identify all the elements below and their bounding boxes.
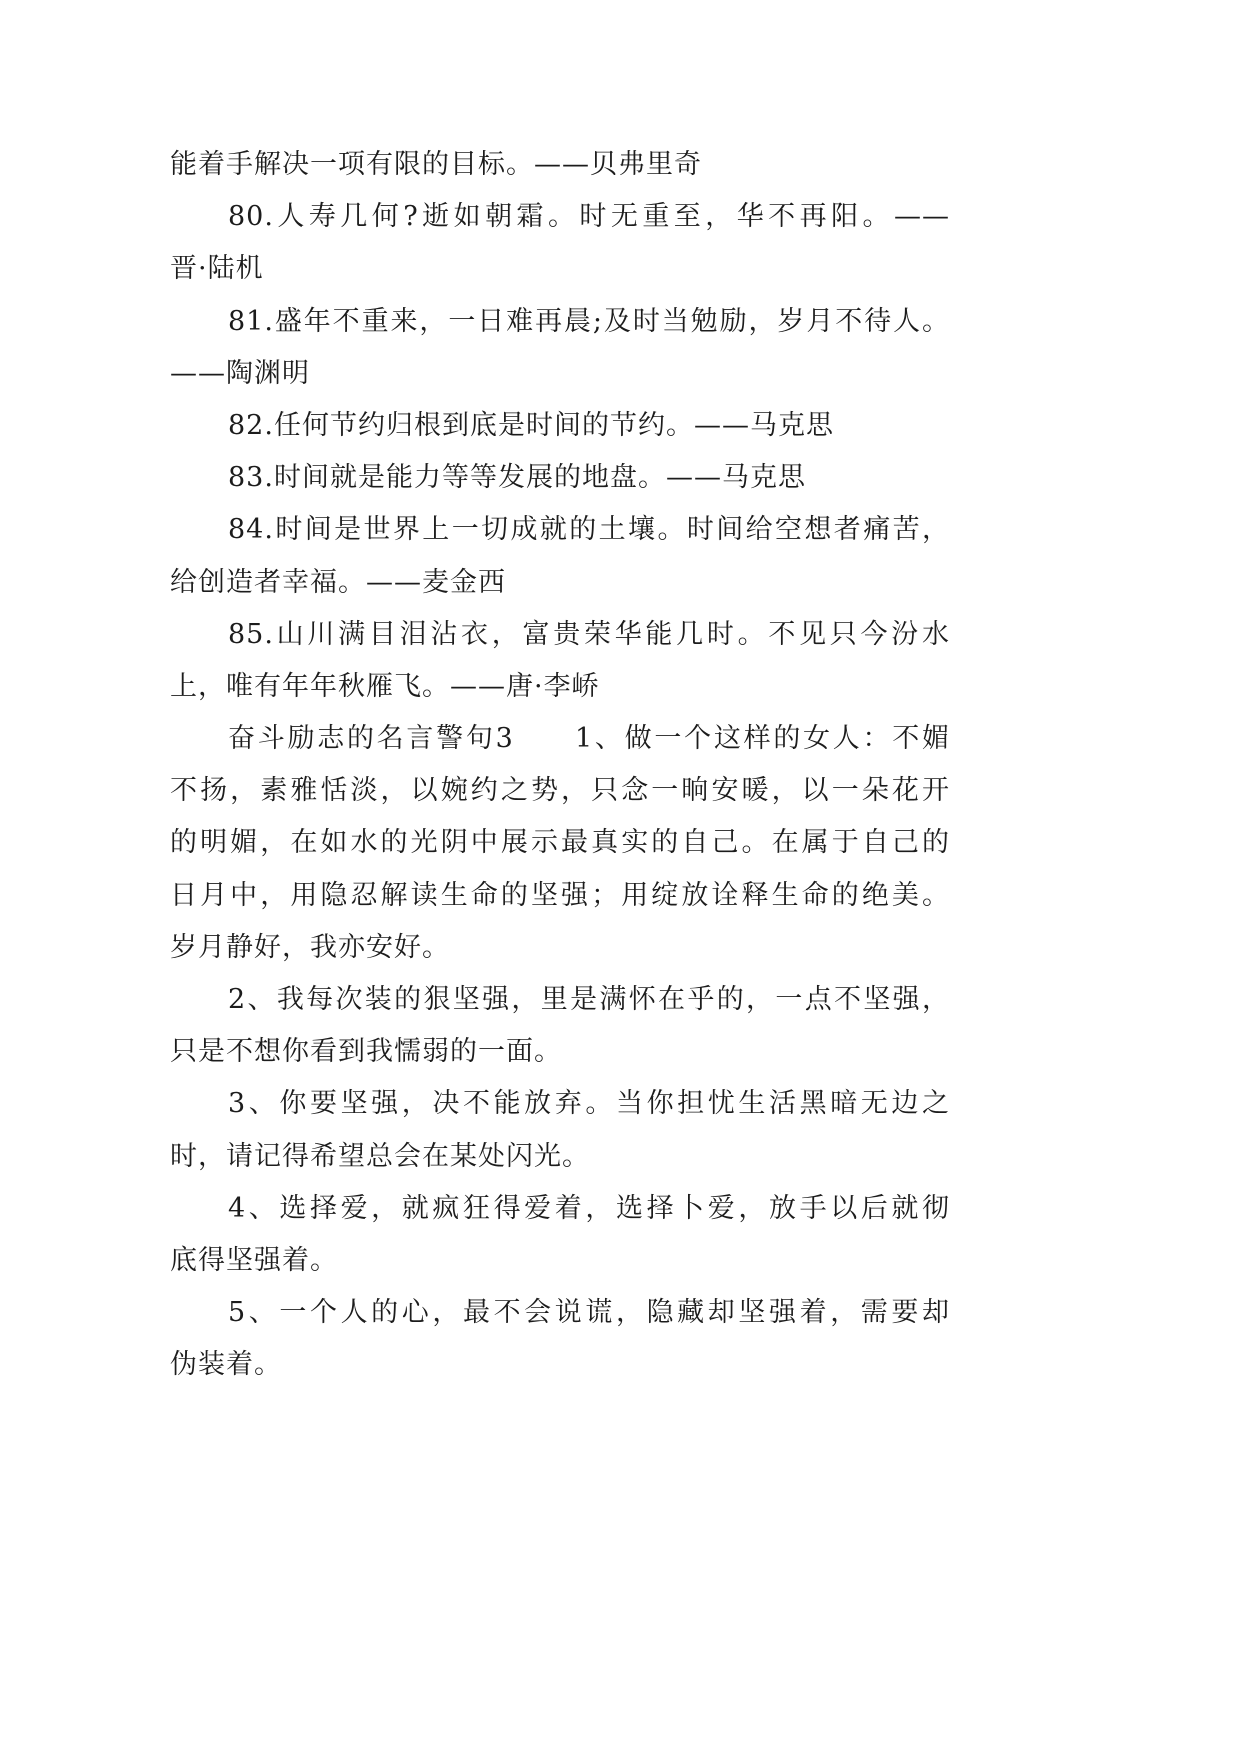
text-line: 83.时间就是能力等等发展的地盘。——马克思 [228,462,806,494]
paragraph-item-4 [170,1183,950,1287]
text-line: ——陶渊明 [170,357,310,389]
paragraph-item-2 [170,974,950,1078]
paragraph-continuation [170,139,950,191]
text-line: 时，请记得希望总会在某处闪光。 [170,1140,590,1172]
text-line: 5、一个人的心，最不会说谎，隐藏却坚强着，需要却 [228,1297,950,1329]
paragraph-item-3 [170,1078,950,1182]
text-line: 3、你要坚强，决不能放弃。当你担忧生活黑暗无边之 [228,1088,950,1120]
text-line: 82.任何节约归根到底是时间的节约。——马克思 [228,409,834,441]
paragraph-quote-80 [170,191,950,295]
text-line: 给创造者幸福。——麦金西 [170,566,506,598]
text-line: 2、我每次装的狠坚强，里是满怀在乎的，一点不坚强， [228,984,950,1015]
paragraph-quote-85 [170,609,950,713]
paragraph-quote-84 [170,504,950,608]
text-line: 晋·陆机 [170,253,264,285]
text-line: 岁月静好，我亦安好。 [170,931,450,963]
text-line: 81.盛年不重来，一日难再晨;及时当勉励，岁月不待人。 [228,305,950,337]
text-line: 能着手解决一项有限的目标。——贝弗里奇 [170,149,702,180]
text-line: 底得坚强着。 [170,1244,338,1276]
text-line: 不扬，素雅恬淡，以婉约之势，只念一晌安暖，以一朵花开 [170,775,950,807]
text-line: 上，唯有年年秋雁飞。——唐·李峤 [170,670,600,702]
text-line: 84.时间是世界上一切成就的土壤。时间给空想者痛苦， [228,514,950,546]
paragraph-quote-82 [170,400,950,452]
document-body [170,139,950,1392]
paragraph-section-3-item-1 [170,713,950,974]
text-line: 4、选择爱，就疯狂得爱着，选择卜爱，放手以后就彻 [228,1192,950,1224]
text-line: 的明媚，在如水的光阴中展示最真实的自己。在属于自己的 [170,827,950,859]
text-line: 只是不想你看到我懦弱的一面。 [170,1036,562,1068]
paragraph-quote-83 [170,452,950,504]
text-line: 奋斗励志的名言警句3 1、做一个这样的女人：不媚 [228,723,950,755]
paragraph-item-5 [170,1287,950,1391]
text-line: 日月中，用隐忍解读生命的坚强；用绽放诠释生命的绝美。 [170,879,950,911]
text-line: 80.人寿几何?逝如朝霜。时无重至，华不再阳。—— [228,201,950,233]
text-line: 85.山川满目泪沾衣，富贵荣华能几时。不见只今汾水 [228,618,950,650]
text-line: 伪装着。 [170,1349,282,1381]
paragraph-quote-81 [170,296,950,400]
